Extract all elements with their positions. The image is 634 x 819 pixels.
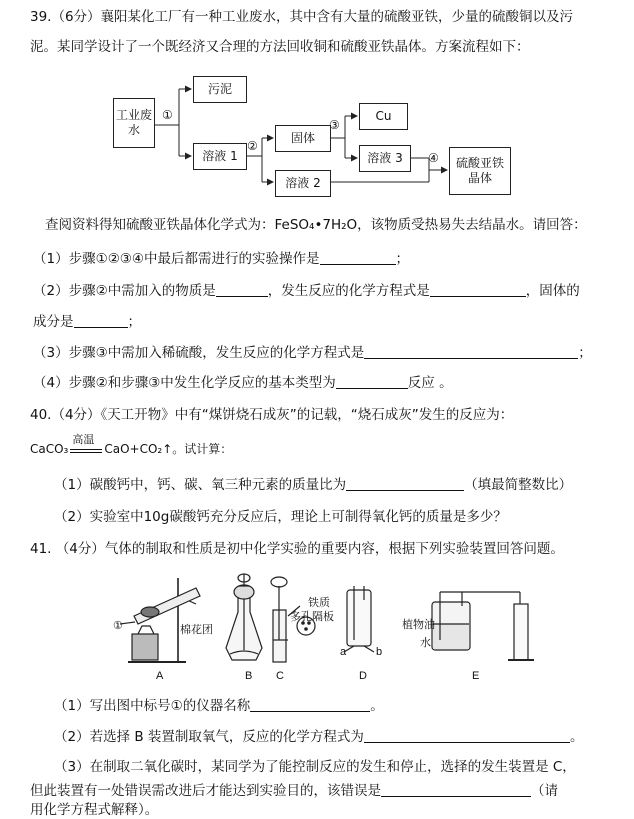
- q39-sub1-text: （1）步骤①②③④中最后都需进行的实验操作是: [33, 251, 320, 267]
- q39-sub2-text: （2）步骤②中需加入的物质是: [33, 283, 216, 299]
- eq-condition: 高温: [72, 432, 95, 446]
- q41-sub2: [54, 728, 583, 746]
- q40-sub1-text: （1）碳酸钙中，钙、碳、氧三种元素的质量比为: [54, 477, 347, 493]
- q41-sub3b: [30, 782, 558, 800]
- iron-plate-label-1: 铁质: [308, 597, 330, 609]
- box-solution1: 溶液 1: [193, 143, 247, 170]
- box-solution2: 溶液 2: [275, 170, 331, 197]
- q41-sub1-mark: ①: [170, 698, 183, 714]
- box-solution3: 溶液 3: [359, 145, 411, 172]
- step3-label: ③: [329, 118, 340, 132]
- q41-sub1: [54, 697, 384, 715]
- q40-sub2: （2）实验室中10g碳酸钙充分反应后，理论上可制得氧化钙的质量是多少？: [54, 509, 507, 525]
- water-label: 水: [420, 637, 431, 649]
- apparatus-label-b: B: [245, 670, 253, 682]
- q39-sub2-text-c: ，固体的: [525, 283, 580, 299]
- apparatus-label-e: E: [472, 670, 480, 682]
- q41-sub3c: 用化学方程式解释）。: [30, 802, 159, 818]
- box-cu: Cu: [359, 103, 408, 130]
- apparatus-label-c: C: [276, 670, 284, 682]
- q39-sub1-end: ；: [395, 251, 409, 267]
- box-crystal: 硫酸亚铁晶体: [449, 147, 511, 195]
- oil-label: 植物油: [402, 619, 435, 631]
- answer-blank[interactable]: [250, 697, 370, 712]
- q41-line1: 41. （4分）气体的制取和性质是初中化学实验的重要内容，根据下列实验装置回答问题。: [30, 541, 564, 557]
- answer-blank[interactable]: [364, 728, 570, 743]
- q41-sub2-end: 。: [569, 729, 584, 745]
- q40-line1: 40.（4分）《天工开物》中有“煤饼烧石成灰”的记载，“烧石成灰”发生的反应为：: [30, 407, 514, 423]
- step1-label: ①: [162, 108, 173, 122]
- eq-reactant: CaCO₃: [30, 442, 69, 456]
- step4-label: ④: [428, 151, 439, 165]
- q39-sub2-text-d: 成分是: [33, 314, 74, 330]
- q41-sub1-end: 。: [370, 698, 384, 714]
- port-b-label: b: [376, 646, 383, 658]
- q39-sub3-text: （3）步骤③中需加入稀硫酸，发生反应的化学方程式是: [33, 345, 365, 361]
- q41-sub1-text: （1）写出图中标号: [54, 698, 171, 714]
- q39-sub2-text-b: ，发生反应的化学方程式是: [267, 283, 430, 299]
- q39-line1: 39.（6分）襄阳某化工厂有一种工业废水，其中含有大量的硫酸亚铁，少量的硫酸铜以及污: [30, 9, 574, 25]
- q41-sub3b-end: （请: [531, 783, 558, 799]
- port-a-label: a: [340, 646, 347, 658]
- apparatus-label-a: A: [156, 670, 164, 682]
- box-waste-water: 工业废水: [113, 98, 155, 148]
- q39-sub4-end: 反应 。: [407, 375, 453, 391]
- iron-plate-label-2: 多孔隔板: [290, 611, 334, 623]
- cotton-label: 棉花团: [180, 624, 213, 636]
- q41-sub3b-text: 但此装置有一处错误需改进后才能达到实验目的，该错误是: [30, 783, 381, 799]
- q40-sub1-end: （填最简整数比）: [464, 477, 573, 493]
- q39-line2: 泥。某同学设计了一个既经济又合理的方法回收铜和硫酸亚铁晶体。方案流程如下：: [30, 39, 530, 55]
- box-solid: 固体: [275, 125, 331, 152]
- q41-sub1-rest: 的仪器名称: [182, 698, 251, 714]
- box-sludge: 污泥: [193, 76, 247, 103]
- q39-sub4-text: （4）步骤②和步骤③中发生化学反应的基本类型为: [33, 375, 336, 391]
- q41-sub3a: （3）在制取二氧化碳时，某同学为了能控制反应的发生和停止，选择的发生装置是 C，: [54, 759, 576, 775]
- marker-1-label: ①: [113, 620, 123, 632]
- q39-info: 查阅资料得知硫酸亚铁晶体化学式为：FeSO₄•7H₂O，该物质受热易失去结晶水。请回答：: [45, 217, 587, 233]
- q39-sub2-end: ；: [127, 314, 141, 330]
- step2-label: ②: [247, 139, 258, 153]
- apparatus-label-d: D: [359, 670, 367, 682]
- answer-blank[interactable]: [381, 782, 531, 797]
- q41-sub2-text: （2）若选择 B 装置制取氧气，反应的化学方程式为: [54, 729, 364, 745]
- q39-sub3-end: ；: [578, 345, 592, 361]
- eq-products: CaO+CO₂↑。试计算：: [104, 442, 233, 456]
